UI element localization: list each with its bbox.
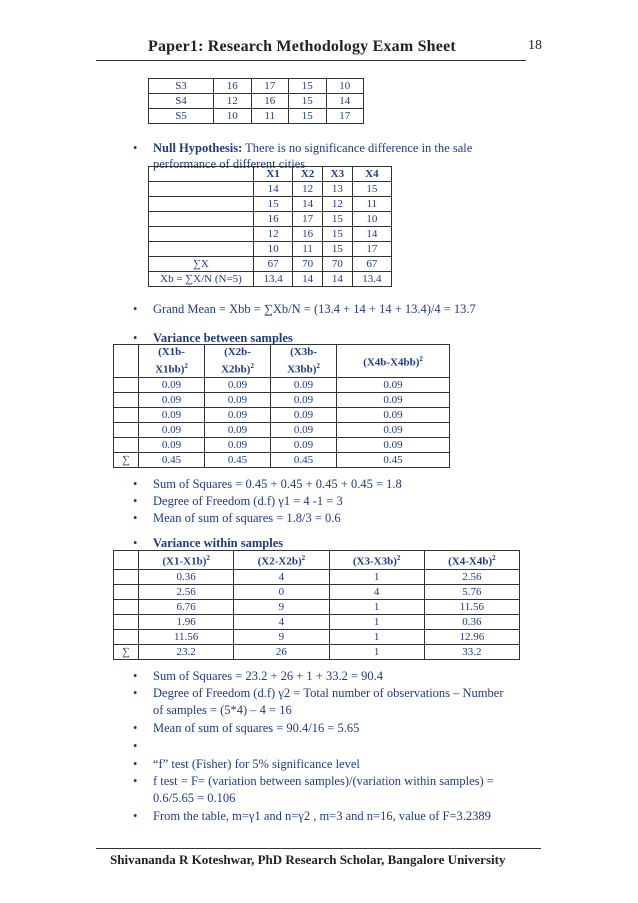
table-cell — [114, 629, 139, 644]
bullet-item — [133, 720, 553, 736]
bullet-text: From the table, m=γ1 and n=γ2 , m=3 and n=16, value of F=3.2389 — [153, 809, 491, 823]
bullet-icon: • — [133, 511, 138, 525]
table-cell: 15 — [322, 227, 352, 242]
table-cell: 0.09 — [337, 423, 450, 438]
table-row — [114, 393, 450, 408]
table-cell: 10 — [214, 109, 252, 124]
table-cell: 26 — [234, 644, 329, 659]
bullet-text: Mean of sum of squares = 1.8/3 = 0.6 — [153, 511, 341, 525]
table-cell: 14 — [352, 227, 391, 242]
table-cell: 0.09 — [139, 408, 205, 423]
table-row — [114, 584, 520, 599]
table-cell: 4 — [329, 584, 424, 599]
table-cell: 0.09 — [337, 438, 450, 453]
table-cell — [114, 378, 139, 393]
bullet-item — [133, 790, 553, 806]
table-cell: 1 — [329, 644, 424, 659]
table-row — [149, 94, 364, 109]
table-cell: 11 — [293, 242, 323, 257]
table-cell: 0.09 — [139, 378, 205, 393]
column-header: $(X4b-X4bb)^2$ — [337, 345, 450, 378]
bullet-text: Degree of Freedom (d.f) γ1 = 4 -1 = 3 — [153, 494, 343, 508]
bullet-icon: • — [133, 302, 138, 316]
table-row — [149, 109, 364, 124]
table-cell: 0.09 — [139, 423, 205, 438]
table-cell: 16 — [293, 227, 323, 242]
table-cell: 1 — [329, 629, 424, 644]
table-cell — [114, 345, 139, 378]
bullet-item — [133, 773, 553, 789]
table-row — [149, 272, 392, 287]
sum-label: ∑ — [114, 453, 139, 468]
bullet-icon: • — [133, 477, 138, 491]
table-cell: 17 — [352, 242, 391, 257]
table-cell: S5 — [149, 109, 214, 124]
table-row — [114, 408, 450, 423]
bullet-text: Degree of Freedom (d.f) γ2 = Total number of observations – Number — [153, 686, 504, 700]
table-cell: 15 — [289, 79, 327, 94]
table-cell: 0.45 — [139, 453, 205, 468]
table-cell — [149, 182, 254, 197]
table-cell: 10 — [326, 79, 364, 94]
table-cell: 16 — [254, 212, 293, 227]
table-cell — [149, 197, 254, 212]
table-cell: S3 — [149, 79, 214, 94]
null-hypothesis-text: There is no significance difference in the sale — [242, 141, 473, 155]
table-cell — [149, 167, 254, 182]
table-cell — [114, 569, 139, 584]
table-cell: 14 — [322, 272, 352, 287]
row-label: ∑X — [149, 257, 254, 272]
bullet-item — [133, 668, 553, 684]
between-table — [113, 344, 450, 468]
bullet-icon: • — [133, 686, 138, 700]
table-cell — [114, 423, 139, 438]
table-cell: 70 — [322, 257, 352, 272]
table-cell — [114, 584, 139, 599]
table-cell: 0.09 — [205, 423, 271, 438]
table-cell: 67 — [352, 257, 391, 272]
table-row — [149, 197, 392, 212]
table-cell: 0.45 — [337, 453, 450, 468]
page-number: 18 — [528, 38, 542, 53]
table-cell: 0.09 — [337, 378, 450, 393]
page-title: Paper1: Research Methodology Exam Sheet — [148, 38, 456, 55]
table-cell: 12 — [214, 94, 252, 109]
table-cell: 11.56 — [424, 599, 519, 614]
table-cell: 17 — [326, 109, 364, 124]
table-cell: 16 — [214, 79, 252, 94]
table-row — [114, 438, 450, 453]
table-cell: 2.56 — [424, 569, 519, 584]
bullet-text: f test = F= (variation between samples)/(variation within samples) = — [153, 774, 494, 788]
table-cell: 17 — [251, 79, 289, 94]
bullet-icon: • — [133, 141, 138, 155]
column-header: $(X3-X3b)^2$ — [329, 551, 424, 570]
table-row — [114, 614, 520, 629]
table-cell: 15 — [289, 109, 327, 124]
bullet-icon: • — [133, 774, 138, 788]
table-cell: 12 — [322, 197, 352, 212]
table-cell: 12.96 — [424, 629, 519, 644]
bullet-icon: • — [133, 739, 138, 753]
table-cell — [114, 551, 139, 570]
bullet-item — [133, 685, 553, 701]
bullet-icon: • — [133, 536, 138, 550]
table-cell: 0.09 — [271, 408, 337, 423]
table-row — [149, 212, 392, 227]
table-cell: 0.09 — [271, 393, 337, 408]
table-row — [149, 257, 392, 272]
table-cell: 9 — [234, 599, 329, 614]
table-cell: 0.09 — [271, 378, 337, 393]
table-cell: 0.09 — [271, 423, 337, 438]
table-cell: 14 — [254, 182, 293, 197]
table-row — [114, 423, 450, 438]
table-header-row — [114, 345, 450, 378]
table-row — [114, 629, 520, 644]
table-cell: 1 — [329, 614, 424, 629]
between-title: Variance between samples — [153, 331, 293, 345]
table-cell: 0.45 — [271, 453, 337, 468]
bullet-text: of samples = (5*4) – 4 = 16 — [153, 703, 292, 717]
table-cell — [114, 408, 139, 423]
bullet-item — [133, 808, 553, 824]
table-cell: 33.2 — [424, 644, 519, 659]
column-header: X2 — [293, 167, 323, 182]
table-cell: 1.96 — [139, 614, 234, 629]
bullet-text: Mean of sum of squares = 90.4/16 = 5.65 — [153, 721, 360, 735]
table-cell: 0.09 — [205, 393, 271, 408]
table-cell: 23.2 — [139, 644, 234, 659]
table-cell: 11.56 — [139, 629, 234, 644]
table-cell — [114, 438, 139, 453]
bullet-item — [133, 738, 553, 754]
table-cell: 67 — [254, 257, 293, 272]
table-cell: 4 — [234, 569, 329, 584]
column-header: $(X4-X4b)^2$ — [424, 551, 519, 570]
table-cell: 11 — [352, 197, 391, 212]
column-header: $(X1-X1b)^2$ — [139, 551, 234, 570]
table-cell — [149, 212, 254, 227]
table-cell — [114, 614, 139, 629]
bullet-icon: • — [133, 331, 138, 345]
table-cell: 9 — [234, 629, 329, 644]
table-row — [149, 79, 364, 94]
column-header: $(X2-X2b)^2$ — [234, 551, 329, 570]
bullet-item — [133, 702, 553, 718]
table-cell: 0.09 — [205, 378, 271, 393]
table-cell: 0.09 — [337, 408, 450, 423]
x-table — [148, 166, 392, 287]
table-cell: 12 — [293, 182, 323, 197]
column-header: X4 — [352, 167, 391, 182]
bullet-item — [133, 510, 553, 526]
table-cell: 15 — [322, 212, 352, 227]
table-cell: 14 — [293, 197, 323, 212]
bullet-icon: • — [133, 809, 138, 823]
bullet-text: Sum of Squares = 23.2 + 26 + 1 + 33.2 = 90.4 — [153, 669, 384, 683]
table-cell — [149, 227, 254, 242]
table-cell: 2.56 — [139, 584, 234, 599]
table-cell: 0 — [234, 584, 329, 599]
table-cell: 12 — [254, 227, 293, 242]
table-cell: 0.09 — [139, 393, 205, 408]
table-row — [149, 242, 392, 257]
table-cell: 6.76 — [139, 599, 234, 614]
column-header: (X3b- X3bb)$^2$ — [271, 345, 337, 378]
table-cell: 11 — [251, 109, 289, 124]
column-header: (X2b- X2bb)$^2$ — [205, 345, 271, 378]
null-hypothesis-label: Null Hypothesis: — [153, 141, 243, 155]
table-cell: 13.4 — [254, 272, 293, 287]
bullet-icon: • — [133, 669, 138, 683]
table-cell: 16 — [251, 94, 289, 109]
table-cell: 0.09 — [337, 393, 450, 408]
table-cell: 10 — [352, 212, 391, 227]
header-rule — [96, 60, 526, 61]
footer-text: Shivananda R Koteshwar, PhD Research Scholar, Bangalore University — [110, 852, 506, 867]
table-row — [114, 569, 520, 584]
table-cell: 15 — [352, 182, 391, 197]
table-cell: 15 — [254, 197, 293, 212]
bullet-text: “f” test (Fisher) for 5% significance level — [153, 757, 360, 771]
table-cell — [114, 393, 139, 408]
table-cell: 17 — [293, 212, 323, 227]
table-cell: 1 — [329, 569, 424, 584]
table-cell: 0.09 — [139, 438, 205, 453]
table-cell: 13 — [322, 182, 352, 197]
table-cell: 15 — [322, 242, 352, 257]
table-cell: 4 — [234, 614, 329, 629]
bullet-item — [133, 756, 553, 772]
table-cell: 0.36 — [139, 569, 234, 584]
top-table — [148, 78, 364, 124]
table-cell: 5.76 — [424, 584, 519, 599]
sum-row — [114, 453, 450, 468]
bullet-item — [133, 476, 553, 492]
grand-mean-text: Grand Mean = Xbb = ∑Xb/N = (13.4 + 14 + 14 + 13.4)/4 = 13.7 — [153, 302, 476, 316]
bullet-text: 0.6/5.65 = 0.106 — [153, 791, 236, 805]
table-cell — [114, 599, 139, 614]
table-cell: 0.45 — [205, 453, 271, 468]
sum-row — [114, 644, 520, 659]
table-row — [114, 599, 520, 614]
table-cell: 10 — [254, 242, 293, 257]
table-cell: 0.36 — [424, 614, 519, 629]
table-cell: 0.09 — [271, 438, 337, 453]
bullet-text: Sum of Squares = 0.45 + 0.45 + 0.45 + 0.45 = 1.8 — [153, 477, 402, 491]
within-title: Variance within samples — [153, 536, 284, 550]
column-header: (X1b- X1bb)$^2$ — [139, 345, 205, 378]
table-cell: 15 — [289, 94, 327, 109]
sum-label: ∑ — [114, 644, 139, 659]
table-cell: 14 — [293, 272, 323, 287]
table-cell: 0.09 — [205, 438, 271, 453]
column-header: X1 — [254, 167, 293, 182]
table-cell: 14 — [326, 94, 364, 109]
bullet-item — [133, 493, 553, 509]
null-hypothesis-text-2: performance of different cities — [153, 157, 306, 171]
table-cell: 1 — [329, 599, 424, 614]
table-row — [149, 182, 392, 197]
column-header: X3 — [322, 167, 352, 182]
bullet-icon: • — [133, 494, 138, 508]
footer-rule — [96, 848, 541, 849]
table-cell: 70 — [293, 257, 323, 272]
table-cell: 13.4 — [352, 272, 391, 287]
table-row — [114, 378, 450, 393]
table-row — [149, 227, 392, 242]
table-cell — [149, 242, 254, 257]
table-header-row — [114, 551, 520, 570]
row-label: Xb = ∑X/N (N=5) — [149, 272, 254, 287]
table-cell: S4 — [149, 94, 214, 109]
table-header-row — [149, 167, 392, 182]
table-cell: 0.09 — [205, 408, 271, 423]
within-table — [113, 550, 520, 660]
bullet-icon: • — [133, 721, 138, 735]
bullet-icon: • — [133, 757, 138, 771]
